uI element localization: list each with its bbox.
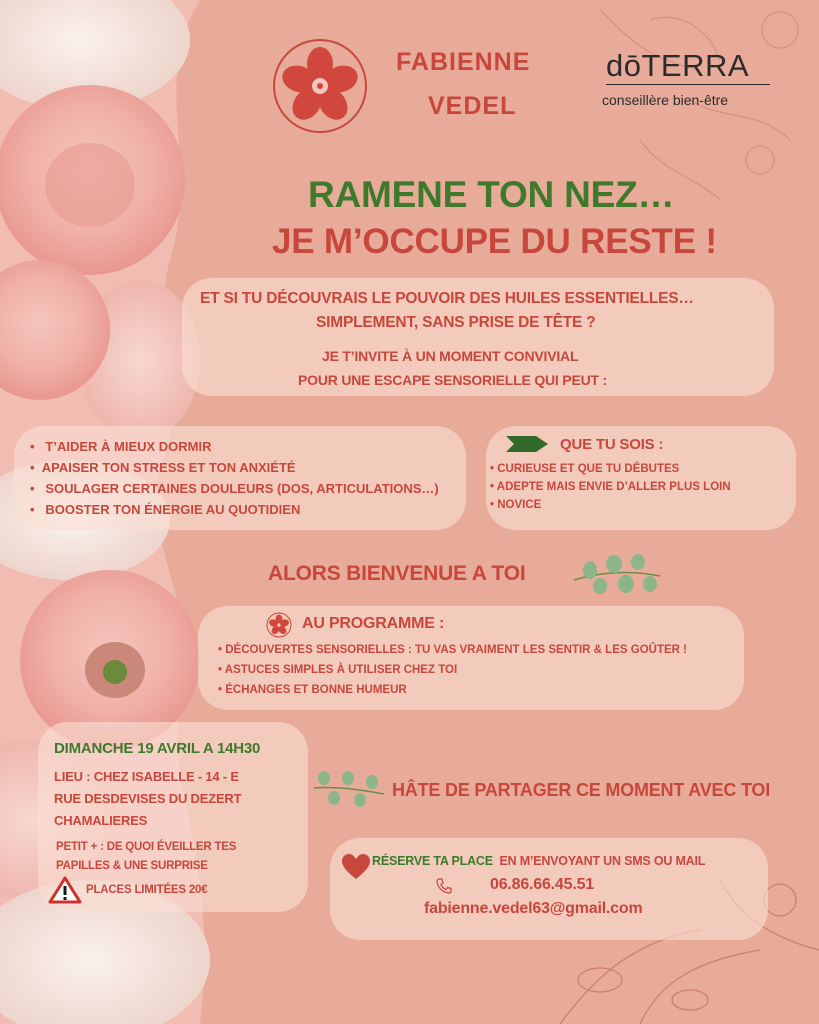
heart-icon — [342, 854, 370, 880]
headline-line2: JE M’OCCUPE DU RESTE ! — [272, 222, 717, 261]
doterra-divider — [606, 84, 770, 85]
event-location-line3: CHAMALIERES — [54, 813, 148, 828]
welcome-heading: ALORS BIENVENUE A TOI — [268, 562, 526, 585]
headline-line1: RAMENE TON NEZ… — [308, 174, 675, 215]
arrow-right-icon — [506, 436, 548, 452]
program-item: • DÉCOUVERTES SENSORIELLES : TU VAS VRAIMENT LES SENTIR & LES GOÛTER ! — [218, 644, 687, 656]
event-location — [54, 766, 241, 832]
program-item: • ASTUCES SIMPLES À UTILISER CHEZ TOI — [218, 664, 458, 676]
share-text: HÂTE DE PARTAGER CE MOMENT AVEC TOI — [392, 780, 771, 800]
benefit-item: • SOULAGER CERTAINES DOULEURS (DOS, ARTICULATIONS…) — [30, 481, 439, 496]
doterra-subtitle: conseillère bien-être — [602, 92, 729, 108]
benefits-list — [30, 436, 439, 520]
flower-logo-icon — [270, 36, 370, 136]
audience-item: • CURIEUSE ET QUE TU DÉBUTES — [490, 463, 680, 475]
event-location-line1: LIEU : CHEZ ISABELLE - 14 - E — [54, 769, 239, 784]
audience-list — [490, 460, 731, 514]
email-address[interactable]: fabienne.vedel63@gmail.com — [424, 900, 643, 917]
eucalyptus-branch-icon — [312, 768, 386, 808]
intro-question-line2: SIMPLEMENT, SANS PRISE DE TÊTE ? — [316, 314, 596, 331]
event-bonus-line1: PETIT + : DE QUOI ÉVEILLER TES — [56, 841, 237, 853]
program-item: • ÉCHANGES ET BONNE HUMEUR — [218, 684, 407, 696]
intro-question-line1: ET SI TU DÉCOUVRAIS LE POUVOIR DES HUILES ESSENTIELLES… — [200, 290, 694, 307]
warning-icon — [48, 876, 82, 904]
event-bonus — [56, 838, 236, 876]
audience-item: • NOVICE — [490, 499, 542, 511]
reserve-line — [372, 854, 705, 868]
reserve-label: RÉSERVE TA PLACE — [372, 854, 493, 868]
program-list — [218, 640, 687, 700]
program-title: AU PROGRAMME : — [302, 615, 445, 632]
reserve-text: EN M’ENVOYANT UN SMS OU MAIL — [499, 854, 706, 868]
audience-item: • ADEPTE MAIS ENVIE D’ALLER PLUS LOIN — [490, 481, 731, 493]
brand-name-first: FABIENNE — [396, 48, 531, 76]
event-bonus-line2: PAPILLES & UNE SURPRISE — [56, 860, 208, 872]
event-location-line2: RUE DESDEVISES DU DEZERT — [54, 791, 242, 806]
phone-icon — [436, 878, 452, 894]
places-limited: PLACES LIMITÉES 20€ — [86, 884, 208, 896]
flower-bullet-icon — [266, 612, 292, 638]
intro-invite-line2: POUR UNE ESCAPE SENSORIELLE QUI PEUT : — [298, 372, 607, 388]
intro-invite-line1: JE T’INVITE À UN MOMENT CONVIVIAL — [322, 348, 579, 364]
event-date: DIMANCHE 19 AVRIL A 14H30 — [54, 740, 261, 757]
phone-number[interactable]: 06.86.66.45.51 — [490, 876, 594, 893]
audience-title: QUE TU SOIS : — [560, 436, 664, 453]
benefit-item: • BOOSTER TON ÉNERGIE AU QUOTIDIEN — [30, 502, 301, 517]
benefit-item: • APAISER TON STRESS ET TON ANXIÉTÉ — [30, 460, 296, 475]
doterra-logo: dōTERRA — [606, 48, 750, 83]
eucalyptus-leaf-icon — [570, 550, 662, 600]
brand-name-last: VEDEL — [428, 92, 517, 120]
benefit-item: • T’AIDER À MIEUX DORMIR — [30, 439, 212, 454]
